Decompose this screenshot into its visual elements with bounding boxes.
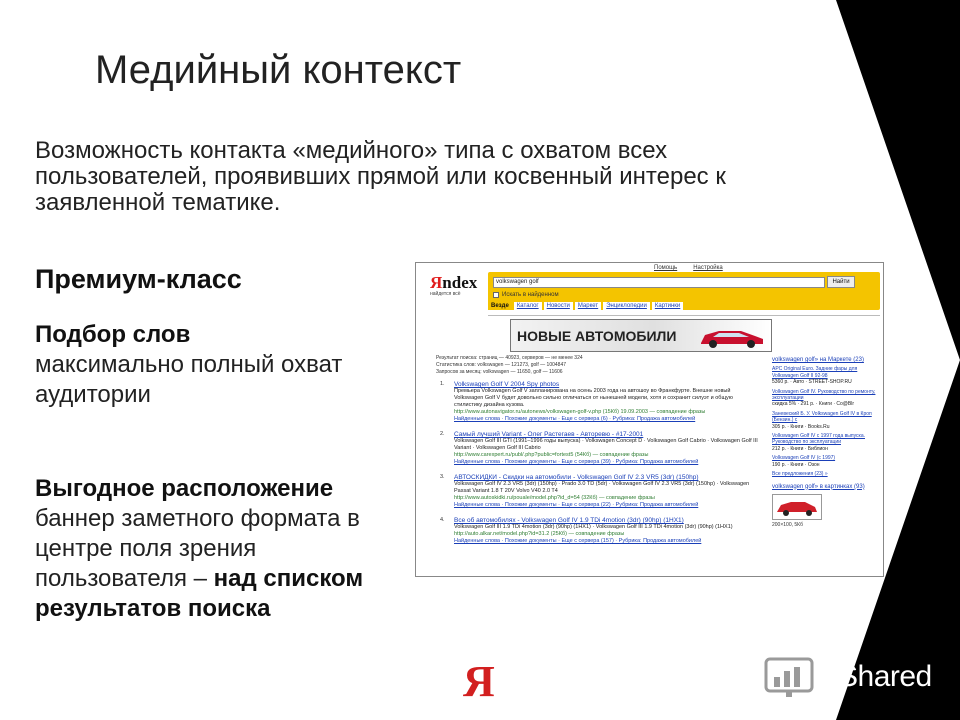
market-item: APC Original Euro. Задние фары для Volkswagen Golf II 92-98 5360 р. · Авто · STREET-SHOP.RU [772, 366, 858, 386]
tab-news[interactable]: Новости [544, 302, 573, 310]
yandex-serp-screenshot [415, 262, 884, 577]
slideshare-icon [760, 655, 830, 699]
block2-bold-tail: над списком результатов поиска [35, 565, 364, 622]
intro-text: Возможность контакта «медийного» типа с охватом всех пользователей, проявивших прямой или косвенный интерес к заявленной тематике. [35, 137, 726, 216]
block1-heading: Подбор слов [35, 321, 191, 348]
market-header-link[interactable]: volkswagen golf» на Маркете (23) [772, 357, 864, 363]
result-links[interactable]: Найденные слова · Похожие документы · Еще с сервера (157) · Рубрика: Продажа автомобилей [454, 538, 702, 544]
tab-catalog[interactable]: Каталог [514, 302, 542, 310]
premium-heading: Премиум-класс [35, 264, 242, 294]
search-input[interactable]: volkswagen golf [493, 277, 825, 288]
tab-encyclopedia[interactable]: Энциклопедии [603, 302, 650, 310]
yandex-logo: Яndex [430, 273, 478, 292]
ad-banner[interactable] [510, 319, 772, 352]
car-icon [697, 325, 767, 349]
market-item: Volkswagen Golf IV. Руководство по ремонту, эксплуатации скидка 5% · 291 р. · Книги · Co@Blr [772, 388, 876, 408]
slideshare-watermark [760, 655, 932, 699]
word-selection-block [35, 320, 410, 410]
block2-heading: Выгодное расположение [35, 475, 334, 502]
market-item: Volkswagen Golf IV с 1997 года выпуска. Руководство по эксплуатации 212 р. · Книги · Библион [772, 433, 865, 452]
thumbnail-caption: 200×100, 5Кб [772, 521, 803, 528]
market-item: Заневеский Б. У. Volkswagen Golf IV в Кроп (Бензин.) с 305 р. · Книги · Books.Ru [772, 410, 872, 430]
images-header-link[interactable]: volkswagen golf» в картинках (93) [772, 483, 865, 490]
result-title-link[interactable]: Volkswagen Golf V 2004 Spy photos [454, 381, 560, 388]
right-column [772, 357, 880, 528]
tab-market[interactable]: Маркет [575, 302, 601, 310]
yandex-slogan: найдется всё [430, 291, 461, 297]
shared-label: Shared [838, 660, 932, 693]
settings-link[interactable]: Настройка [693, 265, 723, 271]
block2-text: баннер заметного формата в центре поля зрения пользователя – [35, 505, 360, 592]
result-links[interactable]: Найденные слова · Похожие документы · Еще с сервера (39) · Рубрика: Продажа автомобилей [454, 459, 699, 465]
tab-everywhere[interactable]: Везде [488, 302, 512, 310]
results-list [440, 381, 760, 553]
market-more-link[interactable]: Все предложения (23) » [772, 471, 828, 478]
banner-text: НОВЫЕ АВТОМОБИЛИ [517, 328, 677, 344]
block1-text: максимально полный охват аудитории [35, 351, 343, 408]
list-item: 1. Volkswagen Golf V 2004 Spy photos Премьера Volkswagen Golf V запланирована на осень 2003 года на автошоу во Франкфурте. Внешне новый Volkswagen Golf V будет довольно сильно отличаться от нынешней модели, хотя и сохранит силуэт и общую стилистику дизайна кузова. http://www.autonavigator.ru/autonews/volkswagen-golf-v.php (15Кб) 19.09.2003 — совпадение фразы Найденные слова · Похожие документы · Еще с сервера (6) · Рубрика: Продажа автомобилей [440, 381, 760, 423]
slide-title: Медийный контекст [95, 48, 462, 92]
divider [488, 315, 880, 316]
list-item: 4. Все об автомобилях - Volkswagen Golf IV 1.9 TDi 4motion (3dr) (90hp) (1НХ1) Volkswagen Golf III 1.9 TDi 4motion (3dr) (90hp) (1НХ1) · Volkswagen Golf III 1.9 TDi 4motion (3dr) (90hp) (1НХ1) http://auto.alkar.net/model.php?id=31.2 (25Кб) — совпадение фразы Найденные слова · Похожие документы · Еще с сервера (157) · Рубрика: Продажа автомобилей [440, 517, 760, 545]
search-stats: Результат поиска: страниц — 40923, серверов — не менее 324 Статистика слов: volkswagen — 121273, golf — 1004847 Запросов за месяц: volkswagen — 11650, golf — 11606 [436, 355, 583, 375]
tab-images[interactable]: Картинки [652, 302, 683, 310]
placement-block [35, 474, 410, 624]
search-tabs [488, 302, 683, 310]
search-button[interactable]: Найти [827, 276, 855, 288]
top-links [654, 265, 723, 271]
result-links[interactable]: Найденные слова · Похожие документы · Еще с сервера (22) · Рубрика: Продажа автомобилей [454, 502, 699, 508]
result-title-link[interactable]: АВТОСКИДКИ - Скидки на автомобили - Volkswagen Golf IV 2.3 VR5 (3dr) (150hp) [454, 474, 699, 481]
checkbox-icon[interactable] [493, 292, 499, 298]
result-title-link[interactable]: Самый лучший Variant - Олег Растегаев - Авторевю - #17-2001 [454, 431, 644, 438]
car-icon [773, 495, 821, 519]
market-item: Volkswagen Golf IV (с 1997) 190 р. · Книги · Озон [772, 455, 836, 468]
list-item: 3. АВТОСКИДКИ - Скидки на автомобили - Volkswagen Golf IV 2.3 VR5 (3dr) (150hp) Volkswagen Golf IV 2.3 VR5 (3dr) (150hp) · Prado 3.0 TD (5dr) · Volkswagen Golf IV 2.3 VR5 (3dr) (150hp) · Volkswagen Passat Variant 1.8 T 20V Volvo V40 2.0 T4 http://www.autoskidki.ru/pouale/model.php?id_d=54 (32Кб) — совпадение фразы Найденные слова · Похожие документы · Еще с сервера (22) · Рубрика: Продажа автомобилей [440, 474, 760, 509]
help-link[interactable]: Помощь [654, 265, 678, 271]
result-title-link[interactable]: Все об автомобилях - Volkswagen Golf IV 1.9 TDi 4motion (3dr) (90hp) (1НХ1) [454, 517, 684, 524]
search-within-checkbox[interactable]: Искать в найденном [493, 292, 559, 298]
result-links[interactable]: Найденные слова · Похожие документы · Еще с сервера (6) · Рубрика: Продажа автомобилей [454, 416, 696, 422]
list-item: 2. Самый лучший Variant - Олег Растегаев - Авторевю - #17-2001 Volkswagen Golf III GTI (1991–1996 годы выпуска) · Volkswagen Concept D · Volkswagen Golf Cabrio · Volkswagen Golf III Variant · Volkswagen Golf III Cabrio http://www.carexpert.ru/publ/.php?public=fortest5 (54Кб) — совпадение фразы Найденные слова · Похожие документы · Еще с сервера (39) · Рубрика: Продажа автомобилей [440, 431, 760, 466]
yandex-footer-logo: Я [463, 657, 495, 706]
car-thumbnail[interactable] [772, 494, 822, 520]
